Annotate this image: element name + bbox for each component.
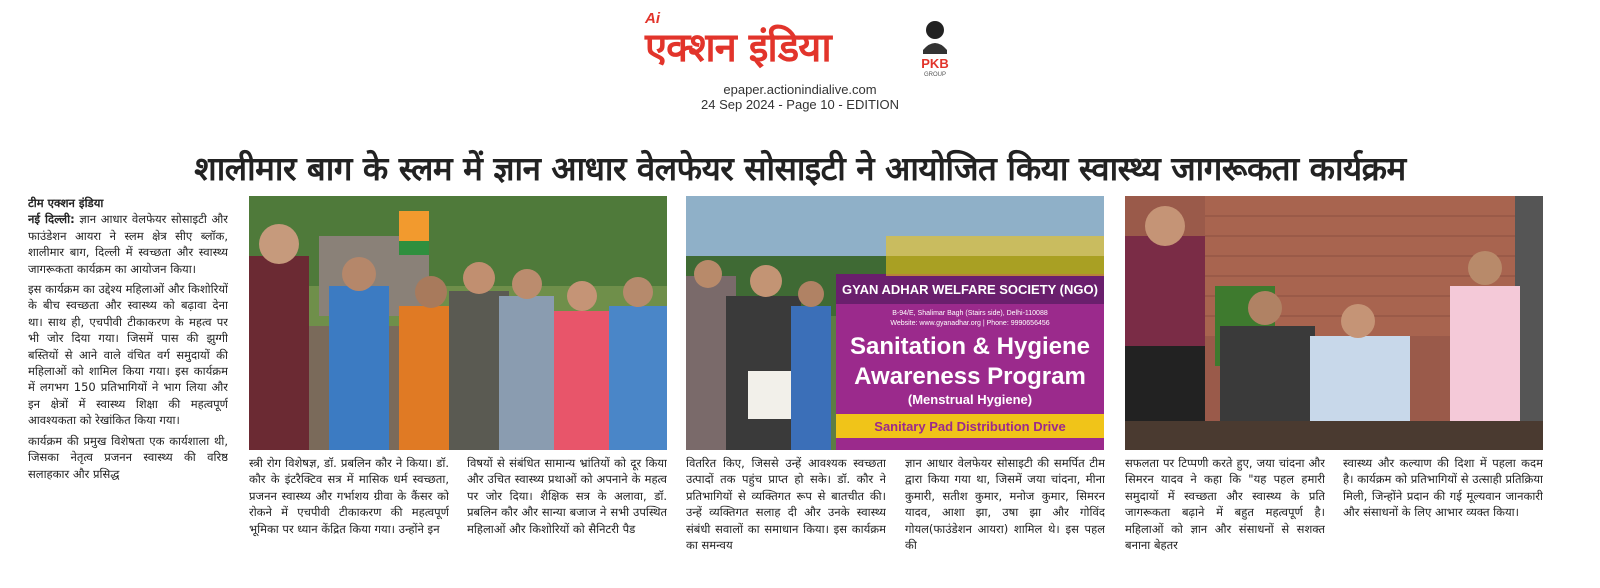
dateline: नई दिल्ली: (28, 212, 75, 227)
brand-logo (645, 8, 955, 80)
paragraph-2: इस कार्यक्रम का उद्देश्य महिलाओं और किशोरियों के बीच स्वच्छता और स्वास्थ्य को बढ़ावा देना था। साथ ही, एचपीवी टीकाकरण के महत्व पर भी जोर दिया गया। जिसमें पास की झुग्गी बस्तियों से आने वाले वंचित वर्ग समुदायों की महिलाओं को शामिल किया गया। इस कार्यक्रम में लगभग 150 प्रतिभागियों ने भाग लिया और इन क्षेत्रों में स्वास्थ्य शिक्षा की महत्वपूर्ण आवश्यकता को रेखांकित किया गया। (28, 282, 228, 428)
photo-awareness-banner (686, 196, 1104, 450)
article-column-5: ज्ञान आधार वेलफेयर सोसाइटी की समर्पित टीम द्वारा किया गया था, जिसमें जया चांदना, मीना कुमारी, सतीश कुमार, मनोज कुमार, सिमरन यादव, आशा झा, उषा झा और गोविंद गोयल(फाउंडेशन आयरा) शामिल थे। इस पहल की (905, 456, 1105, 553)
paragraph-1: ज्ञान आधार वेलफेयर सोसाइटी और फाउंडेशन आयरा ने स्लम क्षेत्र सीए ब्लॉक, शालीमार बाग, दिल्ली में स्वच्छता और स्वास्थ्य जागरूकता कार्यक्रम का आयोजन किया। (28, 212, 228, 276)
photo-interactive-session (1125, 196, 1543, 450)
svg-text:GROUP: GROUP (923, 72, 947, 78)
brand-title: एक्शन इंडिया (645, 25, 831, 71)
article-column-7: स्वास्थ्य और कल्याण की दिशा में पहला कदम है। कार्यक्रम को प्रतिभागियों से उत्साही प्रतिक्रिया मिली, जिन्होंने प्रदान की गई मूल्यवान जानकारी और संसाधनों के लिए आभार व्यक्त किया। (1343, 456, 1543, 520)
article-column-4: वितरित किए, जिससे उन्हें आवश्यक स्वच्छता उत्पादों तक पहुंच प्राप्त हो सके। डॉ. कौर ने प्रतिभागियों से व्यक्तिगत रूप से बातचीत की। उन्हें व्यक्तिगत सलाह दी और उनके स्वास्थ्य संबंधी सवालों का समाधान किया। इस कार्यक्रम का समन्वय (686, 456, 886, 553)
article-column-1 (28, 195, 228, 585)
article-column-3: विषयों से संबंधित सामान्य भ्रांतियों को दूर किया और उचित स्वास्थ्य प्रथाओं को अपनाने के महत्व पर जोर दिया। शैक्षिक सत्र के अलावा, डॉ. प्रबलिन कौर और सान्या बजाज ने सभी उपस्थित महिलाओं और किशोरियों को सैनिटरी पैड (467, 456, 667, 536)
site-url: epaper.actionindialive.com (723, 82, 877, 97)
article-column-2: स्त्री रोग विशेषज्ञ, डॉ. प्रबलिन कौर ने किया। डॉ. कौर के इंटरैक्टिव सत्र में मासिक धर्म स्वच्छता, प्रजनन स्वास्थ्य और गर्भाशय ग्रीवा के कैंसर को रोकने में एचपीवी टीकाकरण की महत्वपूर्ण भूमिका पर ध्यान केंद्रित किया गया। उन्होंने इन (249, 456, 449, 536)
article-column-6: सफलता पर टिप्पणी करते हुए, जया चांदना और सिमरन यादव ने कहा कि "यह पहल हमारी समुदायों में स्वच्छता और स्वास्थ्य के प्रति जागरूकता बढ़ाने में बहुत महत्वपूर्ण है। महिलाओं को ज्ञान और संसाधनों से सशक्त बनाना बेहतर (1125, 456, 1325, 553)
svg-text:PKB: PKB (921, 56, 949, 71)
paragraph-3: कार्यक्रम की प्रमुख विशेषता एक कार्यशाला थी, जिसका नेतृत्व प्रजनन स्वास्थ्य की वरिष्ठ सलाहकार और प्रसिद्ध (28, 433, 228, 481)
banner-contact: Website: www.gyanadhar.org | Phone: 9990656456 (890, 320, 1050, 327)
photo-group-outdoor (249, 196, 667, 450)
masthead (0, 0, 1600, 115)
banner-address: B-94/E, Shalimar Bagh (Stairs side), Delhi-110088 (892, 310, 1048, 317)
pkb-group-logo (917, 16, 953, 78)
banner-org: GYAN ADHAR WELFARE SOCIETY (NGO) (842, 282, 1098, 297)
banner-line-3: (Menstrual Hygiene) (907, 392, 1033, 407)
byline: टीम एक्शन इंडिया (28, 196, 104, 210)
banner-line-4: Sanitary Pad Distribution Drive (874, 419, 1066, 434)
banner-line-1: Sanitation & Hygiene (849, 333, 1091, 360)
banner-line-2: Awareness Program (854, 363, 1086, 390)
edition-line: 24 Sep 2024 - Page 10 - EDITION (701, 97, 899, 112)
ai-badge: Ai (645, 10, 660, 27)
article-headline: शालीमार बाग के स्लम में ज्ञान आधार वेलफेयर सोसाइटी ने आयोजित किया स्वास्थ्य जागरूकता कार्यक्रम (194, 149, 1406, 188)
